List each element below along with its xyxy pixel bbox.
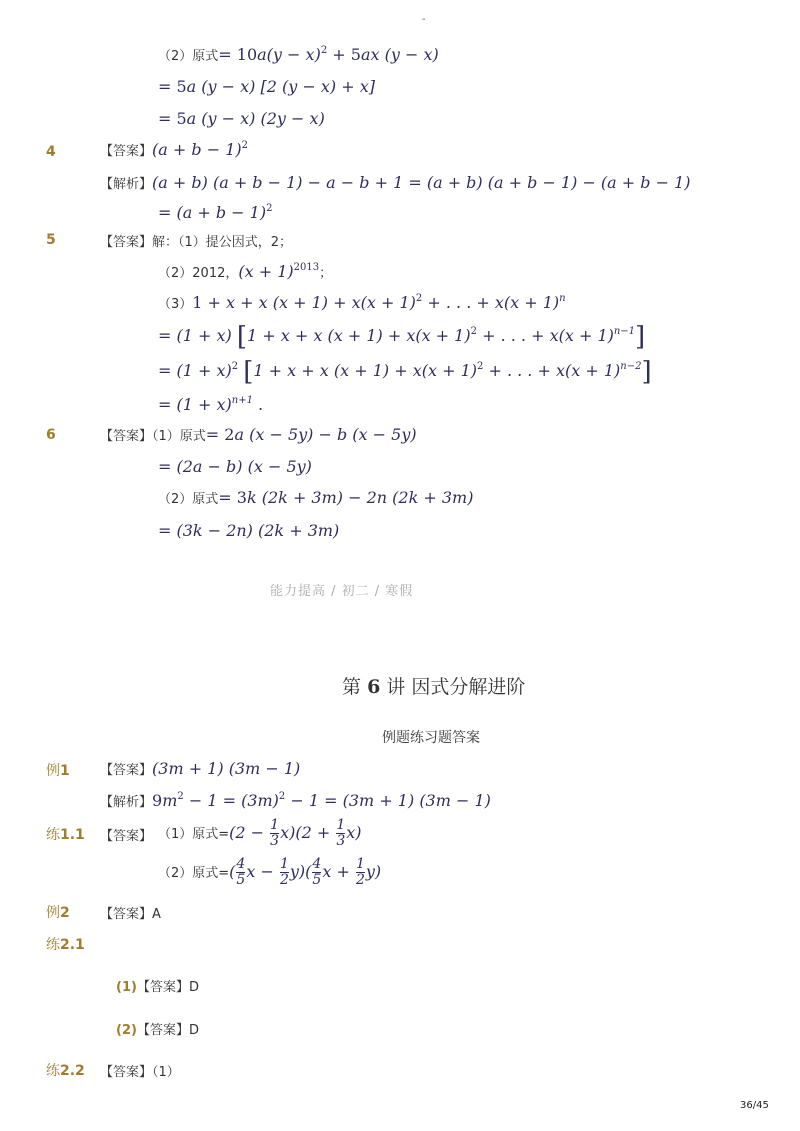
answer-label: 【答案】	[100, 144, 153, 159]
q5-line-2: （2）2012，$(x + 1)^{2013}$；	[158, 262, 333, 281]
q5-line-2-prefix: （2）2012，	[158, 266, 239, 281]
analysis-label: 【解析】	[100, 795, 153, 810]
q6-part-2: （2）原式= 3k (2k + 3m) − 2n (2k + 3m)	[158, 488, 474, 507]
exercise-1-1-label: 练1.1	[46, 827, 85, 843]
q5-intro: 解：（1）提公因式，2；	[152, 235, 293, 250]
q5-line-3-prefix: （3）	[158, 297, 193, 312]
exercise-1-1-part-2: （2）原式=( $\frac{4}{5}$ x − $\frac{1}{2}$ y)( $\frac{4}{5}$ x + $\frac{1}{2}$ y)	[158, 856, 382, 888]
q4-analysis-step-2: = $(a + b - 1)^2$	[158, 203, 273, 222]
q6-number: 6	[46, 427, 56, 443]
answer-label: 【答案】	[100, 763, 153, 778]
example-1-analysis: 【解析】$9m^2 - 1 = (3m)^2 - 1 = (3m + 1) (3m - 1)$	[100, 791, 491, 810]
exercise-2-1-sub-2	[116, 1019, 199, 1038]
example-2-label: 例2	[46, 905, 70, 921]
q4-answer: 【答案】$(a + b - 1)^2$	[100, 140, 248, 159]
exercise-1-1-part-1: （1）原式=(2 − $\frac{1}{3}$ x)(2 + $\frac{1}{3}$ x)	[158, 817, 362, 849]
exercise-2-2-label: 练2.2	[46, 1063, 85, 1079]
lecture-title-suffix: 讲 因式分解进阶	[386, 676, 526, 698]
q3-step-1-prefix: （2）原式	[158, 49, 219, 64]
answer-label: 【答案】	[100, 235, 153, 250]
q6-answer: 【答案】（1）原式= 2a (x − 5y) − b (x − 5y)	[100, 425, 417, 444]
q6-part-2-label: （2）原式	[158, 492, 219, 507]
sub-2-answer: 【答案】D	[136, 1023, 199, 1038]
q4-analysis: 【解析】(a + b) (a + b − 1) − a − b + 1 = (a + b) (a + b − 1) − (a + b − 1)	[100, 173, 691, 192]
example-1-answer: 【答案】(3m + 1) (3m − 1)	[100, 759, 301, 778]
example-2-answer: 【答案】A	[100, 907, 161, 922]
q5-line-5: = $(1 + x)^2$ [1 + x + x $(x + 1) + x(x + 1)^2$ + . . . + $x(x + 1)^{n-2}$]	[158, 357, 652, 387]
top-mark: -	[422, 14, 426, 25]
q5-number: 5	[46, 232, 56, 248]
q3-step-3: = 5a (y − x) (2y − x)	[158, 109, 325, 128]
q6-part-1-label: （1）原式	[152, 429, 206, 444]
exercise-2-2-answer: 【答案】（1）	[100, 1065, 180, 1080]
exercise-2-1-sub-1	[116, 976, 199, 995]
exercise-1-1-part-2-label: （2）原式=	[158, 866, 230, 881]
lecture-subtitle: 例题练习题答案	[382, 730, 480, 746]
q5-line-3: （3）1 + x + x $(x + 1) + x(x + 1)^2$ + . . . + $x(x + 1)^n$	[158, 293, 566, 312]
answer-label: 【答案】	[100, 829, 153, 844]
q5-line-4: = (1 + x) [1 + x + x $(x + 1) + x(x + 1)^2$ + . . . + $x(x + 1)^{n-1}$]	[158, 322, 646, 352]
lecture-number: 6	[367, 676, 381, 698]
q6-step-2: = (2a − b) (x − 5y)	[158, 457, 312, 476]
q4-number: 4	[46, 144, 56, 160]
page-number: 36/45	[740, 1100, 769, 1111]
exercise-2-1-label: 练2.1	[46, 937, 85, 953]
sub-2-number: (2)	[116, 1023, 137, 1038]
q5-answer	[100, 231, 292, 250]
sub-1-answer: 【答案】D	[136, 980, 199, 995]
example-1-label: 例1	[46, 763, 70, 779]
q5-line-2-suffix: ；	[319, 266, 333, 281]
lecture-title	[342, 672, 525, 699]
lecture-title-prefix: 第	[342, 676, 362, 698]
sub-1-number: (1)	[116, 980, 137, 995]
q6-step-4: = (3k − 2n) (2k + 3m)	[158, 521, 340, 540]
analysis-label: 【解析】	[100, 177, 153, 192]
answer-label: 【答案】	[100, 429, 153, 444]
page-footer: 能力提高 / 初二 / 寒假	[270, 584, 414, 599]
q5-line-6: = $(1 + x)^{n+1}$ .	[158, 395, 264, 414]
exercise-1-1-part-1-label: （1）原式=	[158, 827, 230, 842]
q3-step-1: （2）原式= $10a(y - x)^2 + 5ax$ (y − x)	[158, 45, 439, 64]
q3-step-2: = 5a (y − x) [2 (y − x) + x]	[158, 77, 375, 96]
